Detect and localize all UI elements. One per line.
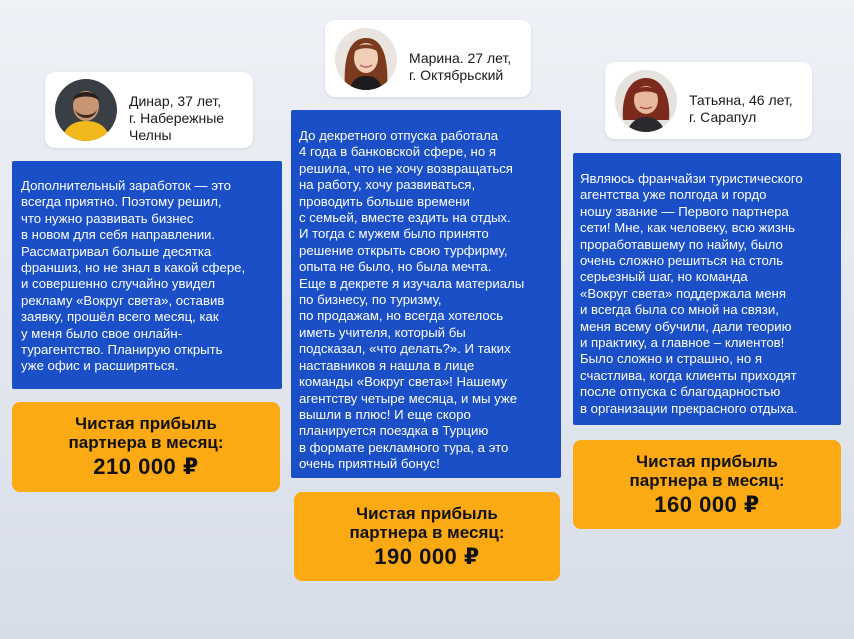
profit-amount: 210 000 ₽ — [93, 454, 199, 479]
profit-label: Чистая прибыль партнера в месяц: — [629, 451, 785, 490]
partner-name: Марина. 27 лет, г. Октябрьский — [409, 50, 512, 83]
profit-box-dinar — [12, 402, 280, 492]
young-woman-avatar-icon — [335, 28, 397, 90]
profit-box-marina — [294, 492, 560, 581]
profit-label: Чистая прибыль партнера в месяц: — [349, 503, 505, 542]
partner-name: Татьяна, 46 лет, г. Сарапул — [689, 92, 793, 125]
partner-card-dinar — [45, 72, 253, 148]
partner-card-tatiana — [605, 62, 812, 139]
man-avatar-icon — [55, 79, 117, 141]
partner-story-marina: До декретного отпуска работала 4 года в банковской сфере, но я решила, что не хочу возвращаться на работу, хочу развиваться, проводить больше времени с семьей, вместе ездить на отдых. И тогда с мужем было принято решение открыть свою турфирму, опыта не было, но была мечта. Еще в декрете я изучала материалы по бизнесу, по туризму, по продажам, но всегда хотелось иметь учителя, который бы подсказал, «что делать?». И таких наставников я нашла в лице команды «Вокруг света»! Нашему агентству четыре месяца, и мы уже вышли в плюс! И еще скоро планируется поездка в Турцию в формате рекламного тура, а это очень приятный бонус! — [291, 110, 561, 478]
partner-story-tatiana: Являюсь франчайзи туристического агентства уже полгода и гордо ношу звание — Первого партнера сети! Мне, как человеку, всю жизнь проработавшему по найму, было очень сложно решиться на столь серьезный шаг, но команда «Вокруг света» поддержала меня и всегда была со мной на связи, меня всему обучили, дали теорию и практику, а главное – клиентов! Было сложно и страшно, но я счастлива, когда клиенты приходят после отпуска с благодарностью в организации прекрасного отдыха. — [573, 153, 841, 425]
partner-story-dinar: Дополнительный заработок — это всегда приятно. Поэтому решил, что нужно развивать бизнес в новом для себя направлении. Рассматривал больше десятка франшиз, но не знал в какой сфере, и совершенно случайно увидел рекламу «Вокруг света», оставив заявку, прошёл всего месяц, как у меня было свое онлайн- турагентство. Планирую открыть уже офис и расширяться. — [12, 161, 282, 389]
profit-amount: 160 000 ₽ — [654, 491, 760, 517]
profit-amount: 190 000 ₽ — [374, 543, 480, 569]
partner-name: Динар, 37 лет, г. Набережные Челны — [129, 93, 225, 143]
profit-label: Чистая прибыль партнера в месяц: — [68, 414, 224, 452]
woman-avatar-icon — [615, 70, 677, 132]
partner-card-marina — [325, 20, 531, 97]
profit-box-tatiana — [573, 440, 841, 529]
